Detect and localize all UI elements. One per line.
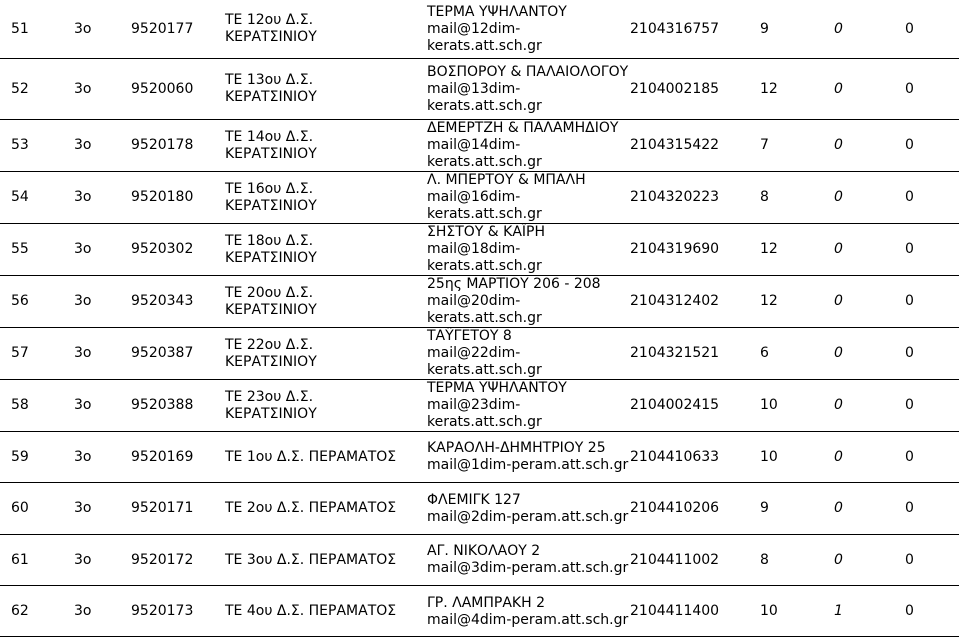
school-code [131, 432, 193, 482]
region-code [74, 586, 91, 637]
count-b [834, 120, 843, 171]
table-row [0, 379, 959, 431]
count-c-value: 0 [905, 241, 914, 257]
row-number-value: 61 [11, 551, 29, 568]
region-code [74, 0, 91, 58]
school-address [427, 535, 628, 585]
region-code-value: 3ο [74, 137, 92, 153]
count-a-value: 9 [760, 20, 769, 37]
school-name [225, 586, 396, 637]
count-a [760, 380, 778, 431]
count-c [905, 0, 914, 58]
school-code-value: 9520060 [131, 80, 194, 97]
count-b-value: 0 [834, 20, 843, 37]
school-name-line: ΚΕΡΑΤΣΙΝΙΟΥ [225, 249, 317, 266]
row-number [11, 586, 29, 637]
phone-number [630, 328, 719, 379]
school-name-line: ΤΕ 3ου Δ.Σ. ΠΕΡΑΜΑΤΟΣ [225, 551, 397, 568]
school-code-value: 9520343 [131, 293, 194, 309]
phone-number-value: 2104316757 [630, 20, 720, 37]
table-row [0, 275, 959, 327]
phone-number-value: 2104002415 [630, 397, 720, 413]
table-row [0, 585, 959, 637]
school-name-line: ΤΕ 22ου Δ.Σ. [225, 336, 314, 353]
count-c [905, 380, 914, 431]
school-address-line: Λ. ΜΠΕΡΤΟΥ & ΜΠΑΛΗ [427, 172, 586, 188]
school-address-line: mail@1dim-peram.att.sch.gr [427, 457, 629, 473]
school-address-line: kerats.att.sch.gr [427, 37, 542, 54]
count-b [834, 535, 843, 585]
school-address [427, 380, 567, 431]
count-c [905, 328, 914, 379]
phone-number [630, 172, 719, 223]
count-a-value: 9 [760, 500, 769, 516]
region-code-value: 3ο [74, 80, 92, 97]
row-number-value: 56 [11, 293, 29, 309]
count-c [905, 120, 914, 171]
school-code-value: 9520173 [131, 603, 194, 619]
school-address-line: ΣΗΣΤΟΥ & ΚΑΪΡΗ [427, 224, 546, 240]
table-row [0, 482, 959, 534]
count-b [834, 586, 843, 637]
count-c-value: 0 [905, 448, 914, 465]
count-a [760, 120, 769, 171]
school-name [225, 380, 317, 431]
count-c-value: 0 [905, 500, 914, 516]
count-b-value: 0 [834, 189, 843, 205]
region-code-value: 3ο [74, 500, 92, 516]
school-name [225, 0, 317, 58]
row-number-value: 51 [11, 20, 29, 37]
count-b-value: 0 [834, 293, 843, 309]
count-c-value: 0 [905, 397, 914, 413]
school-code-value: 9520302 [131, 241, 194, 257]
phone-number [630, 276, 719, 327]
school-name-line: ΤΕ 4ου Δ.Σ. ΠΕΡΑΜΑΤΟΣ [225, 603, 397, 619]
row-number [11, 483, 29, 534]
phone-number-value: 2104312402 [630, 293, 720, 309]
count-c [905, 59, 914, 119]
school-name [225, 172, 317, 223]
region-code [74, 120, 91, 171]
count-b-value: 0 [834, 448, 843, 465]
count-a [760, 0, 769, 58]
school-address-line: kerats.att.sch.gr [427, 414, 542, 430]
school-name-line: ΤΕ 12ου Δ.Σ. [225, 12, 314, 28]
school-code [131, 328, 193, 379]
phone-number-value: 2104320223 [630, 189, 720, 205]
count-b [834, 380, 843, 431]
school-name-line: ΤΕ 13ου Δ.Σ. [225, 72, 314, 88]
count-b [834, 276, 843, 327]
row-number [11, 328, 29, 379]
school-address [427, 586, 628, 637]
school-name [225, 59, 317, 119]
count-c [905, 586, 914, 637]
region-code-value: 3ο [74, 293, 92, 309]
school-address-line: kerats.att.sch.gr [427, 97, 542, 114]
row-number [11, 276, 29, 327]
region-code [74, 483, 91, 534]
count-c [905, 224, 914, 275]
count-a [760, 172, 769, 223]
school-code [131, 0, 193, 58]
region-code-value: 3ο [74, 448, 92, 465]
region-code-value: 3ο [74, 241, 92, 257]
school-name [225, 224, 317, 275]
school-name-line: ΚΕΡΑΤΣΙΝΙΟΥ [225, 145, 317, 162]
school-code-value: 9520178 [131, 137, 194, 153]
phone-number-value: 2104319690 [630, 241, 720, 257]
table-row [0, 0, 959, 58]
count-c-value: 0 [905, 137, 914, 153]
school-code [131, 483, 193, 534]
count-c [905, 483, 914, 534]
school-name-line: ΤΕ 23ου Δ.Σ. [225, 388, 314, 405]
school-code [131, 535, 193, 585]
school-name-line: ΚΕΡΑΤΣΙΝΙΟΥ [225, 301, 317, 318]
phone-number [630, 535, 719, 585]
school-address-line: kerats.att.sch.gr [427, 206, 542, 222]
school-code [131, 224, 193, 275]
school-address-line: ΤΕΡΜΑ ΥΨΗΛΑΝΤΟΥ [427, 3, 567, 20]
table-row [0, 223, 959, 275]
table-row [0, 58, 959, 119]
row-number [11, 224, 29, 275]
count-a [760, 59, 778, 119]
row-number-value: 59 [11, 448, 29, 465]
school-name-line: ΚΕΡΑΤΣΙΝΙΟΥ [225, 405, 317, 422]
school-address-line: kerats.att.sch.gr [427, 258, 542, 274]
phone-number [630, 224, 719, 275]
count-c [905, 432, 914, 482]
region-code-value: 3ο [74, 551, 92, 568]
row-number [11, 172, 29, 223]
region-code [74, 380, 91, 431]
row-number [11, 380, 29, 431]
phone-number [630, 380, 719, 431]
count-c-value: 0 [905, 293, 914, 309]
count-b [834, 328, 843, 379]
school-name [225, 432, 396, 482]
table-row [0, 171, 959, 223]
school-code-value: 9520387 [131, 345, 194, 361]
phone-number-value: 2104411400 [630, 603, 720, 619]
count-c-value: 0 [905, 20, 914, 37]
row-number [11, 535, 29, 585]
school-name-line: ΤΕ 18ου Δ.Σ. [225, 232, 314, 249]
table-row [0, 327, 959, 379]
school-address-line: mail@12dim- [427, 20, 521, 37]
count-b [834, 483, 843, 534]
count-a-value: 12 [760, 80, 778, 97]
count-b [834, 224, 843, 275]
count-b-value: 0 [834, 500, 843, 516]
school-code-value: 9520171 [131, 500, 194, 516]
school-code [131, 59, 193, 119]
row-number-value: 60 [11, 500, 29, 516]
school-address [427, 328, 542, 379]
school-name [225, 276, 317, 327]
table-row [0, 119, 959, 171]
row-number-value: 54 [11, 189, 29, 205]
row-number-value: 62 [11, 603, 29, 619]
count-b-value: 0 [834, 345, 843, 361]
region-code [74, 59, 91, 119]
count-a-value: 10 [760, 397, 778, 413]
count-a-value: 8 [760, 551, 769, 568]
count-a-value: 12 [760, 293, 778, 309]
row-number [11, 120, 29, 171]
school-address-line: mail@13dim- [427, 80, 521, 97]
school-address-line: 25ης ΜΑΡΤΙΟΥ 206 - 208 [427, 276, 601, 292]
school-name-line: ΤΕ 14ου Δ.Σ. [225, 128, 314, 145]
count-c [905, 172, 914, 223]
school-address-line: mail@4dim-peram.att.sch.gr [427, 611, 629, 628]
count-c-value: 0 [905, 603, 914, 619]
phone-number-value: 2104002185 [630, 80, 720, 97]
count-c-value: 0 [905, 345, 914, 361]
row-number-value: 58 [11, 397, 29, 413]
school-address [427, 432, 628, 482]
count-a-value: 10 [760, 448, 778, 465]
school-address-line: ΦΛΕΜΙΓΚ 127 [427, 491, 521, 508]
phone-number-value: 2104410206 [630, 500, 720, 516]
school-address-line: mail@14dim- [427, 137, 521, 153]
school-name [225, 535, 396, 585]
school-address-line: mail@22dim- [427, 345, 521, 361]
region-code [74, 535, 91, 585]
table-row [0, 534, 959, 585]
school-address-line: ΓΡ. ΛΑΜΠΡΑΚΗ 2 [427, 594, 545, 611]
school-address [427, 120, 618, 171]
school-address-line: ΑΓ. ΝΙΚΟΛΑΟΥ 2 [427, 543, 541, 559]
region-code-value: 3ο [74, 603, 92, 619]
count-a [760, 535, 769, 585]
school-address [427, 224, 545, 275]
count-a-value: 12 [760, 241, 778, 257]
count-b-value: 0 [834, 137, 843, 153]
count-a [760, 483, 769, 534]
region-code-value: 3ο [74, 20, 92, 37]
school-address [427, 0, 567, 58]
phone-number [630, 586, 719, 637]
school-address-line: kerats.att.sch.gr [427, 310, 542, 326]
count-b [834, 0, 843, 58]
phone-number-value: 2104321521 [630, 345, 720, 361]
count-a-value: 7 [760, 137, 769, 153]
region-code-value: 3ο [74, 189, 92, 205]
school-address-line: mail@16dim- [427, 189, 521, 205]
school-name-line: ΚΕΡΑΤΣΙΝΙΟΥ [225, 353, 317, 370]
school-address-line: mail@18dim- [427, 241, 521, 257]
phone-number-value: 2104411002 [630, 551, 720, 568]
count-c [905, 276, 914, 327]
school-name [225, 483, 396, 534]
school-address [427, 172, 586, 223]
school-name-line: ΤΕ 2ου Δ.Σ. ΠΕΡΑΜΑΤΟΣ [225, 500, 397, 516]
count-a [760, 432, 778, 482]
region-code [74, 172, 91, 223]
phone-number [630, 0, 719, 58]
school-address-line: mail@3dim-peram.att.sch.gr [427, 560, 629, 576]
school-code [131, 586, 193, 637]
school-name [225, 328, 317, 379]
school-address-line: ΚΑΡΑΟΛΗ-ΔΗΜΗΤΡΙΟΥ 25 [427, 440, 606, 456]
school-address-line: ΔΕΜΕΡΤΖΗ & ΠΑΛΑΜΗΔΙΟΥ [427, 120, 619, 136]
count-c-value: 0 [905, 551, 914, 568]
school-address-line: mail@23dim- [427, 397, 521, 413]
phone-number [630, 483, 719, 534]
school-code [131, 276, 193, 327]
count-a-value: 8 [760, 189, 769, 205]
school-address [427, 59, 628, 119]
row-number-value: 52 [11, 80, 29, 97]
count-b-value: 0 [834, 397, 843, 413]
school-address-line: mail@20dim- [427, 293, 521, 309]
school-name-line: ΤΕ 1ου Δ.Σ. ΠΕΡΑΜΑΤΟΣ [225, 448, 397, 465]
count-a [760, 224, 778, 275]
count-c-value: 0 [905, 189, 914, 205]
region-code-value: 3ο [74, 345, 92, 361]
school-code-value: 9520172 [131, 551, 194, 568]
count-b-value: 0 [834, 80, 843, 97]
school-code [131, 120, 193, 171]
school-address [427, 276, 601, 327]
school-address-line: ΤΕΡΜΑ ΥΨΗΛΑΝΤΟΥ [427, 380, 567, 396]
school-name [225, 120, 317, 171]
school-address-line: kerats.att.sch.gr [427, 154, 542, 170]
count-b [834, 172, 843, 223]
school-code-value: 9520169 [131, 448, 194, 465]
school-address-line: ΒΟΣΠΟΡΟΥ & ΠΑΛΑΙΟΛΟΓΟΥ [427, 63, 629, 80]
count-b-value: 1 [834, 603, 843, 619]
phone-number [630, 120, 719, 171]
region-code [74, 432, 91, 482]
table-row [0, 431, 959, 482]
school-name-line: ΚΕΡΑΤΣΙΝΙΟΥ [225, 89, 317, 105]
region-code [74, 276, 91, 327]
school-code [131, 380, 193, 431]
region-code [74, 328, 91, 379]
school-code-value: 9520388 [131, 397, 194, 413]
school-code [131, 172, 193, 223]
row-number [11, 59, 29, 119]
school-name-line: ΤΕ 20ου Δ.Σ. [225, 284, 314, 301]
count-b [834, 59, 843, 119]
count-a [760, 586, 778, 637]
row-number [11, 432, 29, 482]
school-name-line: ΚΕΡΑΤΣΙΝΙΟΥ [225, 29, 317, 45]
phone-number-value: 2104315422 [630, 137, 720, 153]
count-b [834, 432, 843, 482]
phone-number [630, 432, 719, 482]
count-c [905, 535, 914, 585]
count-a [760, 328, 769, 379]
count-a [760, 276, 778, 327]
row-number-value: 57 [11, 345, 29, 361]
count-a-value: 6 [760, 345, 769, 361]
school-name-line: ΤΕ 16ου Δ.Σ. [225, 180, 314, 197]
count-a-value: 10 [760, 603, 778, 619]
school-name-line: ΚΕΡΑΤΣΙΝΙΟΥ [225, 197, 317, 214]
count-b-value: 0 [834, 241, 843, 257]
school-address-line: kerats.att.sch.gr [427, 362, 542, 378]
school-code-value: 9520180 [131, 189, 194, 205]
school-code-value: 9520177 [131, 20, 194, 37]
phone-number [630, 59, 719, 119]
count-c-value: 0 [905, 80, 914, 97]
region-code [74, 224, 91, 275]
school-address-line: mail@2dim-peram.att.sch.gr [427, 508, 629, 525]
count-b-value: 0 [834, 551, 843, 568]
school-address-line: ΤΑΫΓΕΤΟΥ 8 [427, 328, 512, 344]
school-address [427, 483, 628, 534]
row-number-value: 53 [11, 137, 29, 153]
region-code-value: 3ο [74, 397, 92, 413]
row-number [11, 0, 29, 58]
phone-number-value: 2104410633 [630, 448, 720, 465]
row-number-value: 55 [11, 241, 29, 257]
